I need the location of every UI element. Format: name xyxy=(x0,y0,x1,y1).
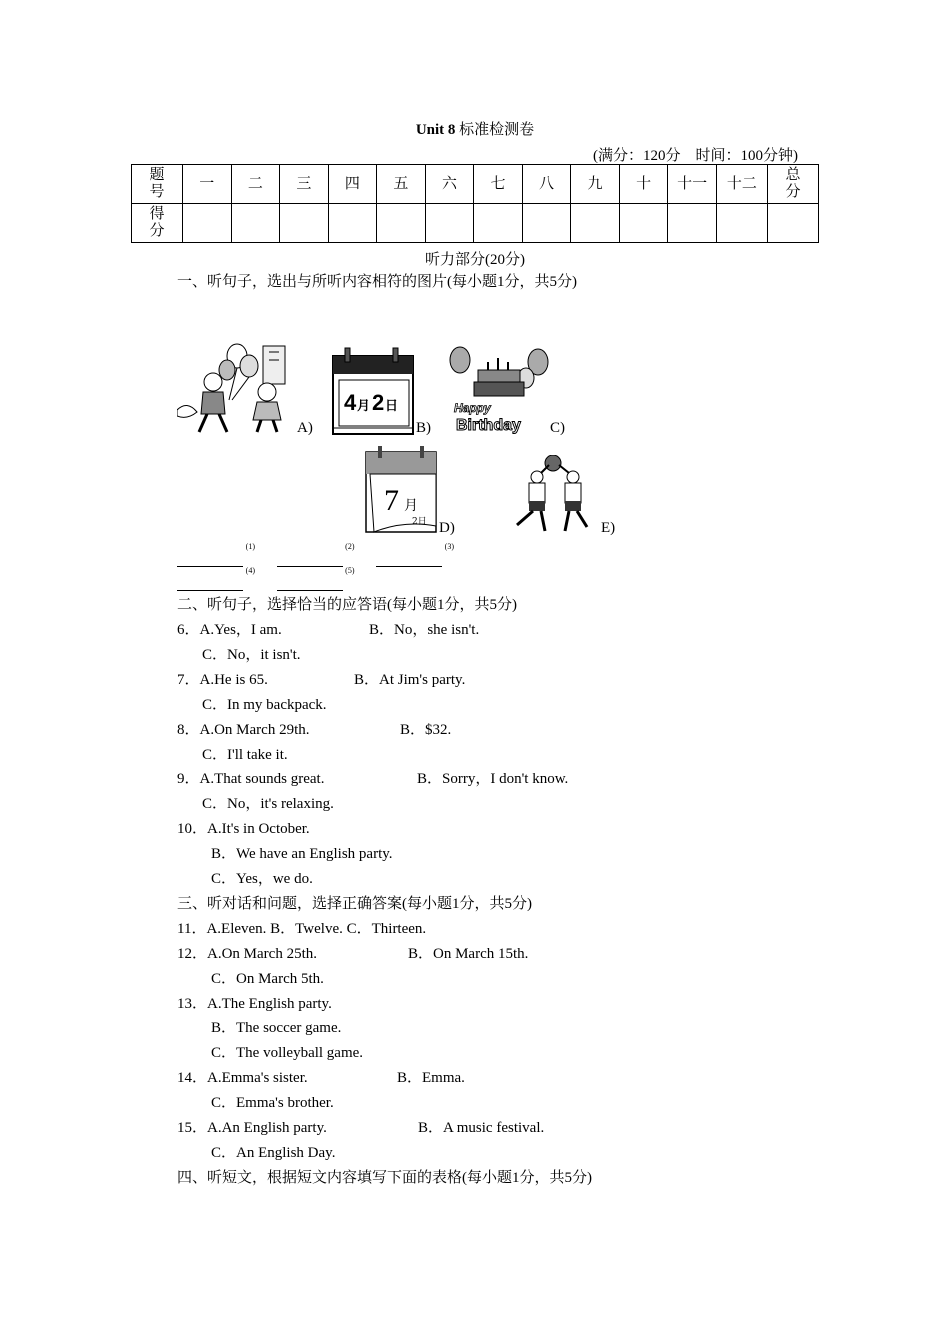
exam-meta: (满分：120分 时间：100分钟) xyxy=(593,148,798,164)
q10-option-c: C．Yes，we do. xyxy=(211,871,313,887)
blank-number: (4) xyxy=(245,566,255,575)
q14-option-b: B．Emma. xyxy=(397,1070,465,1086)
answer-blank[interactable] xyxy=(277,542,355,567)
birthday-text: Birthday xyxy=(456,417,521,434)
blank-number: (3) xyxy=(444,542,454,551)
score-cell[interactable] xyxy=(668,204,717,243)
table-header-cell: 一 xyxy=(183,165,232,204)
q6-option-c: C．No，it isn't. xyxy=(202,647,301,663)
table-header-cell: 九 xyxy=(571,165,620,204)
table-header-cell: 十一 xyxy=(668,165,717,204)
row2-head: 得分 xyxy=(149,206,165,239)
q8-option-a: 8．A.On March 29th. xyxy=(177,722,310,738)
birthday-cake-icon xyxy=(448,344,550,436)
calendar-july-month: 月 xyxy=(404,498,418,514)
q10-option-a: 10．A.It's in October. xyxy=(177,821,310,837)
q14-option-c: C．Emma's brother. xyxy=(211,1095,334,1111)
q12-option-b: B．On March 15th. xyxy=(408,946,529,962)
q9-option-c: C．No，it's relaxing. xyxy=(202,796,334,812)
calendar-num-2: 2 xyxy=(372,390,385,415)
score-cell[interactable] xyxy=(716,204,767,243)
table-header-cell: 七 xyxy=(474,165,523,204)
happy-text: Happy xyxy=(454,401,491,415)
score-cell[interactable] xyxy=(231,204,280,243)
section4-heading: 四、听短文，根据短文内容填写下面的表格(每小题1分，共5分) xyxy=(177,1170,592,1186)
q8-option-c: C．I'll take it. xyxy=(202,747,288,763)
volleyball-players-icon xyxy=(503,455,599,535)
score-cell[interactable] xyxy=(767,204,818,243)
score-cell[interactable] xyxy=(425,204,474,243)
section3-heading: 三、听对话和问题，选择正确答案(每小题1分，共5分) xyxy=(177,896,532,912)
table-header-cell: 三 xyxy=(280,165,329,204)
q6-option-b: B．No，she isn't. xyxy=(369,622,480,638)
blank-number: (5) xyxy=(345,566,355,575)
table-header-cell: 六 xyxy=(425,165,474,204)
total-head: 总分 xyxy=(785,167,801,200)
answer-blank[interactable] xyxy=(376,542,454,567)
score-cell[interactable] xyxy=(474,204,523,243)
kids-with-balloons-icon xyxy=(177,340,295,436)
q13-option-c: C．The volleyball game. xyxy=(211,1045,364,1061)
q7-option-b: B．At Jim's party. xyxy=(354,672,466,688)
svg-text:日: 日 xyxy=(385,399,399,414)
pic-label-a: A) xyxy=(297,420,313,436)
answer-blank[interactable] xyxy=(177,566,255,591)
q15-option-c: C．An English Day. xyxy=(211,1145,336,1161)
q15-option-b: B．A music festival. xyxy=(418,1120,545,1136)
score-cell[interactable] xyxy=(183,204,232,243)
blank-number: (2) xyxy=(345,542,355,551)
calendar-july-icon xyxy=(364,444,440,534)
table-header-cell: 五 xyxy=(377,165,426,204)
score-cell[interactable] xyxy=(280,204,329,243)
table-header-cell: 二 xyxy=(231,165,280,204)
calendar-num-1: 4 xyxy=(344,390,357,415)
answer-blank[interactable] xyxy=(277,566,355,591)
section2-heading: 二、听句子，选择恰当的应答语(每小题1分，共5分) xyxy=(177,597,517,613)
pic-label-c: C) xyxy=(550,420,565,436)
table-header-cell: 十 xyxy=(619,165,668,204)
q9-option-b: B．Sorry，I don't know. xyxy=(417,771,569,787)
pic-label-b: B) xyxy=(416,420,431,436)
table-header-cell xyxy=(132,165,183,204)
answer-blank[interactable] xyxy=(177,542,255,567)
listening-heading: 听力部分(20分) xyxy=(425,252,525,268)
table-header-cell: 八 xyxy=(522,165,571,204)
score-cell[interactable] xyxy=(619,204,668,243)
q15-option-a: 15．A.An English party. xyxy=(177,1120,327,1136)
table-header-cell xyxy=(767,165,818,204)
q11-options: 11．A.Eleven. B．Twelve. C．Thirteen. xyxy=(177,921,427,937)
table-header-cell: 十二 xyxy=(716,165,767,204)
score-cell[interactable] xyxy=(571,204,620,243)
q13-option-a: 13．A.The English party. xyxy=(177,996,332,1012)
calendar-july-day: 2日 xyxy=(412,517,427,527)
score-cell[interactable] xyxy=(522,204,571,243)
q12-option-a: 12．A.On March 25th. xyxy=(177,946,317,962)
calendar-april-icon xyxy=(331,346,417,436)
q7-option-c: C．In my backpack. xyxy=(202,697,327,713)
score-table xyxy=(131,164,819,243)
table-row-head xyxy=(132,204,183,243)
section1-heading: 一、听句子，选出与所听内容相符的图片(每小题1分，共5分) xyxy=(177,274,577,290)
q6-option-a: 6．A.Yes，I am. xyxy=(177,622,282,638)
page-title: Unit 8 标准检测卷 xyxy=(415,122,535,138)
q10-option-b: B．We have an English party. xyxy=(211,846,393,862)
calendar-july-num: 7 xyxy=(384,484,399,517)
answer-blanks-row1 xyxy=(177,542,454,572)
blank-number: (1) xyxy=(245,542,255,551)
q9-option-a: 9．A.That sounds great. xyxy=(177,771,325,787)
pic-label-e: E) xyxy=(601,520,616,536)
q8-option-b: B．$32. xyxy=(400,722,452,738)
q12-option-c: C．On March 5th. xyxy=(211,971,324,987)
table-header-cell: 四 xyxy=(328,165,377,204)
q7-option-a: 7．A.He is 65. xyxy=(177,672,268,688)
row1-head: 题号 xyxy=(149,167,165,200)
score-cell[interactable] xyxy=(377,204,426,243)
svg-text:月: 月 xyxy=(357,399,371,414)
score-cell[interactable] xyxy=(328,204,377,243)
q13-option-b: B．The soccer game. xyxy=(211,1020,342,1036)
answer-blanks-row2 xyxy=(177,566,355,596)
pic-label-d: D) xyxy=(439,520,455,536)
q14-option-a: 14．A.Emma's sister. xyxy=(177,1070,308,1086)
